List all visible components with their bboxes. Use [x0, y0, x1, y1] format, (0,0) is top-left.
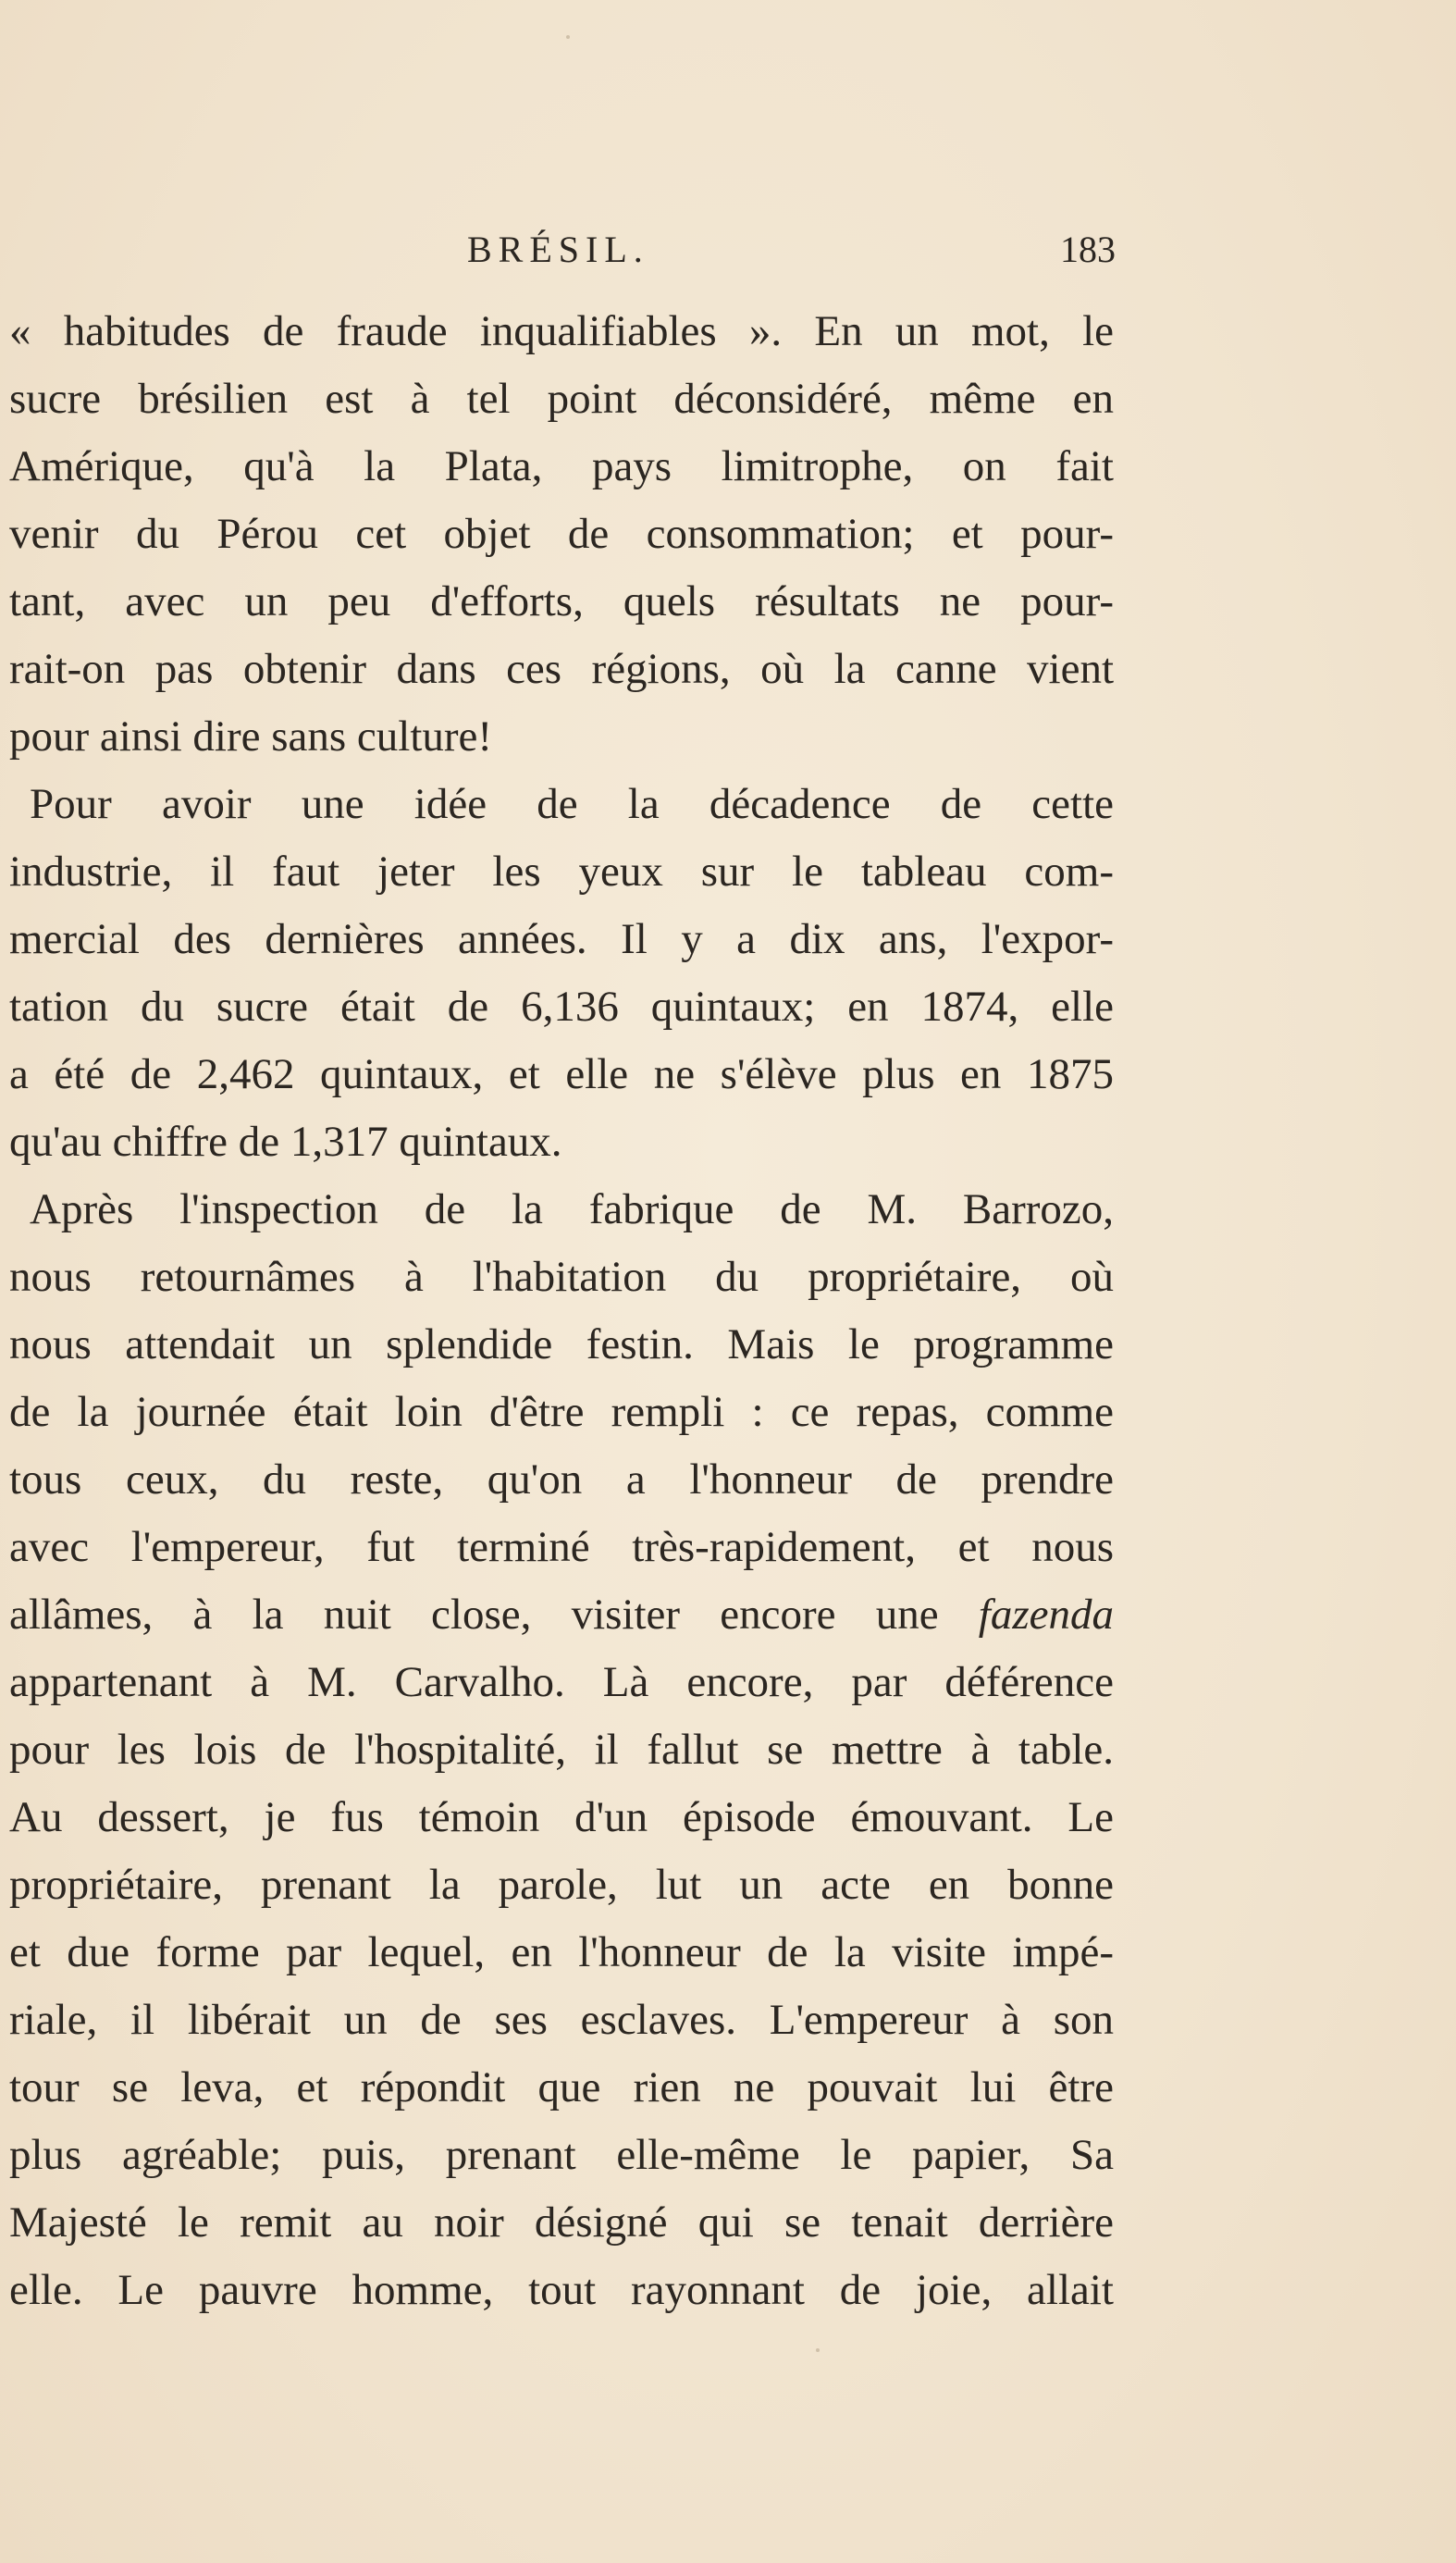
text-line: sucre brésilien est à tel point déconsidéré, même en	[9, 375, 1114, 423]
text-line: tour se leva, et répondit que rien ne pouvait lui être	[9, 2063, 1114, 2111]
text-line: Majesté le remit au noir désigné qui se tenait derrière	[9, 2198, 1114, 2247]
text-line: industrie, il faut jeter les yeux sur le tableau com-	[9, 848, 1114, 896]
text-line: elle. Le pauvre homme, tout rayonnant de joie, allait	[9, 2266, 1114, 2314]
text-line: Amérique, qu'à la Plata, pays limitrophe, on fait	[9, 442, 1114, 490]
text-line: avec l'empereur, fut terminé très-rapidement, et nous	[9, 1523, 1114, 1571]
text-line: venir du Pérou cet objet de consommation; et pour-	[9, 510, 1114, 558]
text-line: « habitudes de fraude inqualifiables ». En un mot, le	[9, 307, 1114, 355]
text-line: mercial des dernières années. Il y a dix ans, l'expor-	[9, 915, 1114, 963]
text-line: appartenant à M. Carvalho. Là encore, par déférence	[9, 1658, 1114, 1706]
text-line: riale, il libérait un de ses esclaves. L'empereur à son	[9, 1996, 1114, 2044]
page-number: 183	[1060, 229, 1116, 270]
running-title: BRÉSIL.	[467, 229, 649, 270]
text-line: tous ceux, du reste, qu'on a l'honneur de prendre	[9, 1455, 1114, 1504]
paper-speck	[816, 2348, 820, 2352]
text-line: tation du sucre était de 6,136 quintaux; en 1874, elle	[9, 983, 1114, 1031]
text-line: Pour avoir une idée de la décadence de cette	[30, 780, 1114, 828]
text-line-with-italic	[9, 1581, 1114, 1649]
page-header	[0, 222, 1456, 278]
text-line: propriétaire, prenant la parole, lut un acte en bonne	[9, 1861, 1114, 1909]
text-segment: allâmes, à la nuit close, visiter encore une	[9, 1591, 939, 1639]
italic-word: fazenda	[978, 1591, 1114, 1639]
text-line: pour les lois de l'hospitalité, il fallut se mettre à table.	[9, 1726, 1114, 1774]
paper-speck	[566, 35, 570, 39]
text-line: de la journée était loin d'être rempli : ce repas, comme	[9, 1388, 1114, 1436]
text-line: plus agréable; puis, prenant elle-même le papier, Sa	[9, 2131, 1114, 2179]
text-line: a été de 2,462 quintaux, et elle ne s'élève plus en 1875	[9, 1050, 1114, 1098]
text-line: nous attendait un splendide festin. Mais le programme	[9, 1320, 1114, 1368]
text-line: et due forme par lequel, en l'honneur de la visite impé-	[9, 1928, 1114, 1976]
text-line: tant, avec un peu d'efforts, quels résultats ne pour-	[9, 577, 1114, 625]
text-line: qu'au chiffre de 1,317 quintaux.	[9, 1118, 562, 1166]
text-line: rait-on pas obtenir dans ces régions, où la canne vient	[9, 645, 1114, 693]
text-line: nous retournâmes à l'habitation du propriétaire, où	[9, 1253, 1114, 1301]
text-line: pour ainsi dire sans culture!	[9, 712, 493, 761]
text-line: Au dessert, je fus témoin d'un épisode émouvant. Le	[9, 1793, 1114, 1841]
text-line: Après l'inspection de la fabrique de M. Barrozo,	[30, 1185, 1114, 1233]
